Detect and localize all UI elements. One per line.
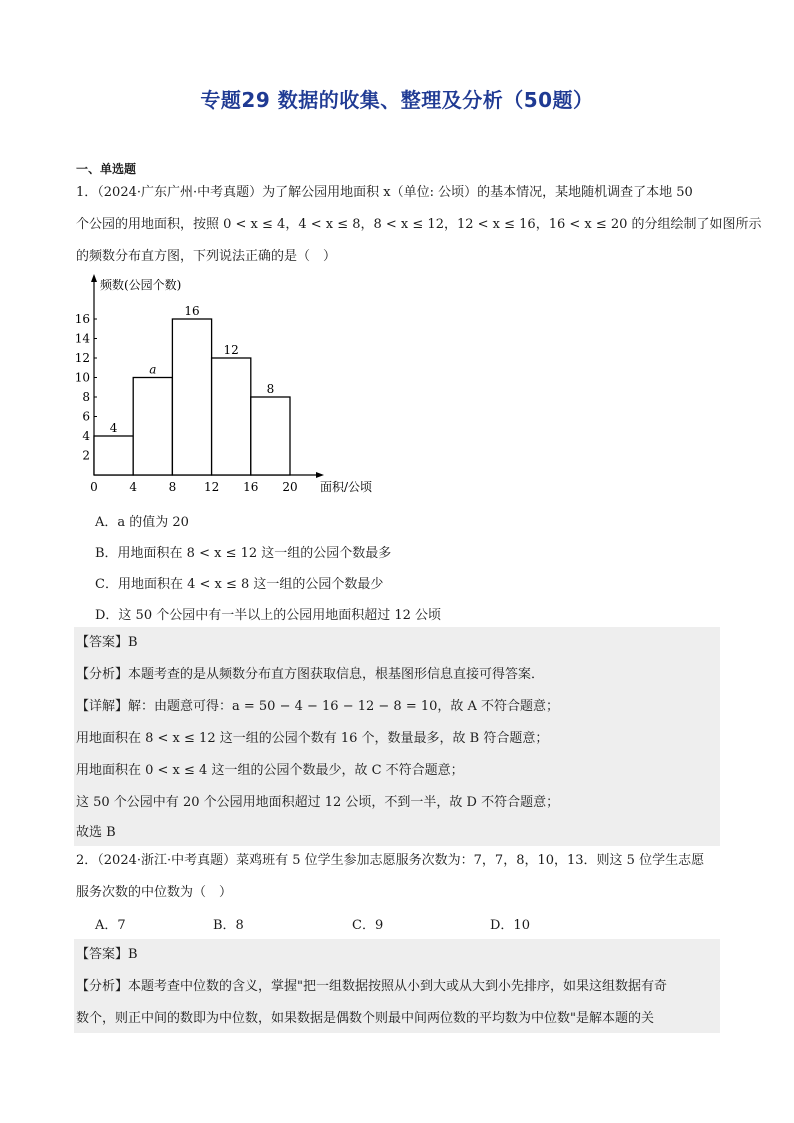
x-tick-label: 0 [90,480,98,494]
q2-option-d: D．10 [490,918,530,933]
q1-stem-line2: 个公园的用地面积，按照 0 < x ≤ 4，4 < x ≤ 8，8 < x ≤ 12，12 < x ≤ 16，16 < x ≤ 20 的分组绘制了如图所示 [76,217,762,232]
histogram-chart [74,272,373,502]
q1-option-c: C．用地面积在 4 < x ≤ 8 这一组的公园个数最少 [95,577,384,592]
q2-option-b: B．8 [213,918,244,933]
q1-detail-3: 用地面积在 0 < x ≤ 4 这一组的公园个数最少，故 C 不符合题意； [76,763,464,778]
histogram-bar [94,436,133,475]
y-tick-label: 16 [74,312,90,326]
q1-answer: 【答案】B [76,635,138,650]
q2-option-c: C．9 [352,918,384,933]
q1-option-b: B．用地面积在 8 < x ≤ 12 这一组的公园个数最多 [95,546,392,561]
x-tick-label: 16 [243,480,259,494]
y-axis-label: 频数(公园个数) [100,278,182,292]
q1-option-d: D．这 50 个公园中有一半以上的公园用地面积超过 12 公顷 [95,608,442,623]
x-axis-label: 面积/公顷 [320,480,373,494]
q1-stem-line1: 1．（2024·广东广州·中考真题）为了解公园用地面积 x（单位: 公顷）的基本情况，某地随机调查了本地 50 [76,185,693,200]
q2-stem-line2: 服务次数的中位数为（ ） [76,885,233,900]
x-tick-label: 20 [282,480,298,494]
q1-detail-1: 【详解】解：由题意可得：a = 50 − 4 − 16 − 12 − 8 = 10，故 A 不符合题意； [76,699,560,714]
bar-data-label: 4 [109,421,118,435]
q2-answer: 【答案】B [76,947,138,962]
q1-detail-4: 这 50 个公园中有 20 个公园用地面积超过 12 公顷，不到一半，故 D 不符合题意； [76,795,560,810]
q1-stem-line3: 的频数分布直方图，下列说法正确的是（ ） [76,249,337,264]
bar-data-label: 8 [266,382,275,396]
x-tick-label: 8 [168,480,177,494]
x-axis-arrow [316,472,324,478]
q2-analysis-line1: 【分析】本题考查中位数的含义，掌握"把一组数据按照从小到大或从大到小先排序，如果这组数据有奇 [76,979,667,994]
histogram-bar [251,397,290,475]
y-tick-label: 12 [74,351,90,365]
section-heading: 一、单选题 [76,162,137,176]
y-tick-label: 6 [82,409,90,424]
q1-detail-2: 用地面积在 8 < x ≤ 12 这一组的公园个数有 16 个，数量最多，故 B 符合题意； [76,731,549,746]
q2-stem-line1: 2．（2024·浙江·中考真题）菜鸡班有 5 位学生参加志愿服务次数为：7，7，8，10，13．则这 5 位学生志愿 [76,853,705,868]
y-tick-label: 10 [74,370,90,385]
q1-detail-5: 故选 B [76,825,116,840]
page-title: 专题29 数据的收集、整理及分析（50题） [200,88,594,112]
x-tick-label: 4 [129,480,138,494]
q2-analysis-line2: 数个，则正中间的数即为中位数，如果数据是偶数个则最中间两位数的平均数为中位数"是解本题的关 [76,1011,654,1026]
q1-analysis: 【分析】本题考查的是从频数分布直方图获取信息，根基图形信息直接可得答案． [76,667,545,682]
y-tick-label: 8 [82,390,90,404]
bar-data-label: a [149,362,157,377]
x-tick-label: 12 [203,480,220,494]
y-tick-label: 14 [74,331,90,346]
histogram-bar [212,358,251,475]
y-tick-label: 2 [82,448,90,463]
q1-option-a: A．a 的值为 20 [95,515,189,530]
y-tick-label: 4 [82,429,90,443]
histogram-bar [133,378,172,476]
q2-option-a: A．7 [95,918,126,933]
histogram-bar [172,319,211,475]
y-axis-arrow [91,274,97,282]
bar-data-label: 16 [184,304,200,318]
bar-data-label: 12 [223,343,239,357]
